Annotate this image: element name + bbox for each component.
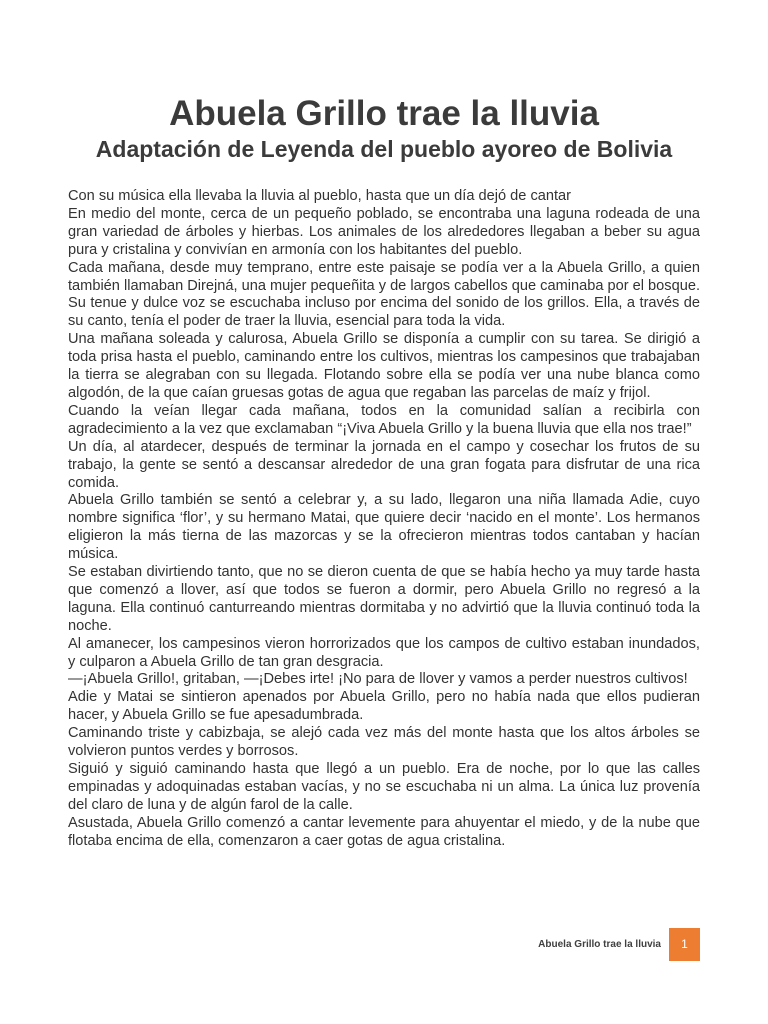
paragraph: —¡Abuela Grillo!, gritaban, —¡Debes irte! ¡No para de llover y vamos a perder nuestros cultivos! [68, 671, 688, 688]
paragraph: Siguió y siguió caminando hasta que llegó a un pueblo. Era de noche, por lo que las calles empinadas y adoquinadas estaban vacías, y no se escuchaba ni un alma. La única luz provenía del claro de luna y de algún farol de la calle. [68, 761, 700, 813]
paragraph: Se estaban divirtiendo tanto, que no se dieron cuenta de que se había hecho ya muy tarde hasta que comenzó a llover, así que todos se fueron a dormir, pero Abuela Grillo no regresó a la laguna. Ella continuó canturreando mientras dormitaba y no advirtió que la lluvia continuó toda la noche. [68, 564, 700, 634]
paragraph: Una mañana soleada y calurosa, Abuela Grillo se disponía a cumplir con su tarea. Se dirigió a toda prisa hasta el pueblo, caminando entre los cultivos, mientras los campesinos que trabajaban la tierra se alegraban con su llegada. Flotando sobre ella se podía ver una nube blanca como algodón, de la que caían gruesas gotas de agua que regaban las parcelas de maíz y frijol. [68, 331, 700, 401]
page-subtitle: Adaptación de Leyenda del pueblo ayoreo de Bolivia [95, 136, 673, 162]
page-number: 1 [669, 928, 700, 961]
paragraph: En medio del monte, cerca de un pequeño poblado, se encontraba una laguna rodeada de una gran variedad de árboles y hierbas. Los animales de los alrededores llegaban a beber su agua pura y cristalina y convivían en armonía con los habitantes del pueblo. [68, 205, 700, 258]
paragraph: Asustada, Abuela Grillo comenzó a cantar levemente para ahuyentar el miedo, y de la nube que flotaba encima de ella, comenzaron a caer gotas de agua cristalina. [68, 814, 700, 849]
paragraph: Al amanecer, los campesinos vieron horrorizados que los campos de cultivo estaban inundados, y culparon a Abuela Grillo de tan gran desgracia. [68, 635, 700, 670]
paragraph: Adie y Matai se sintieron apenados por Abuela Grillo, pero no había nada que ellos pudieran hacer, y Abuela Grillo se fue apesadumbrada. [68, 689, 700, 724]
page-title: Abuela Grillo trae la lluvia [169, 94, 599, 133]
paragraph: Caminando triste y cabizbaja, se alejó cada vez más del monte hasta que los altos árboles se volvieron puntos verdes y borrosos. [68, 725, 700, 760]
body-text [68, 188, 700, 851]
paragraph: Cada mañana, desde muy temprano, entre este paisaje se podía ver a la Abuela Grillo, a quien también llamaban Direjná, una mujer pequeñita y de largos cabellos que caminaba por el bosque. Su tenue y dulce voz se escuchaba incluso por encima del sonido de los grillos. Ella, a través de su canto, tenía el poder de traer la lluvia, esencial para toda la vida. [68, 259, 700, 330]
footer-title: Abuela Grillo trae la lluvia [538, 939, 661, 950]
paragraph: Abuela Grillo también se sentó a celebrar y, a su lado, llegaron una niña llamada Adie, cuyo nombre significa ‘flor’, y su hermano Matai, que quiere decir ‘nacido en el monte’. Los hermanos eligieron la más tierna de las mazorcas y se la ofrecieron mientras todos cantaban y hacían música. [68, 492, 700, 563]
paragraph: Un día, al atardecer, después de terminar la jornada en el campo y cosechar los frutos de su trabajo, la gente se sentó a descansar alrededor de una gran fogata para disfrutar de una rica comida. [68, 438, 700, 491]
paragraph-intro: Con su música ella llevaba la lluvia al pueblo, hasta que un día dejó de cantar [68, 188, 571, 204]
paragraph: Cuando la veían llegar cada mañana, todos en la comunidad salían a recibirla con agradecimiento a la vez que exclamaban “¡Viva Abuela Grillo y la buena lluvia que ella nos trae!” [68, 402, 700, 437]
